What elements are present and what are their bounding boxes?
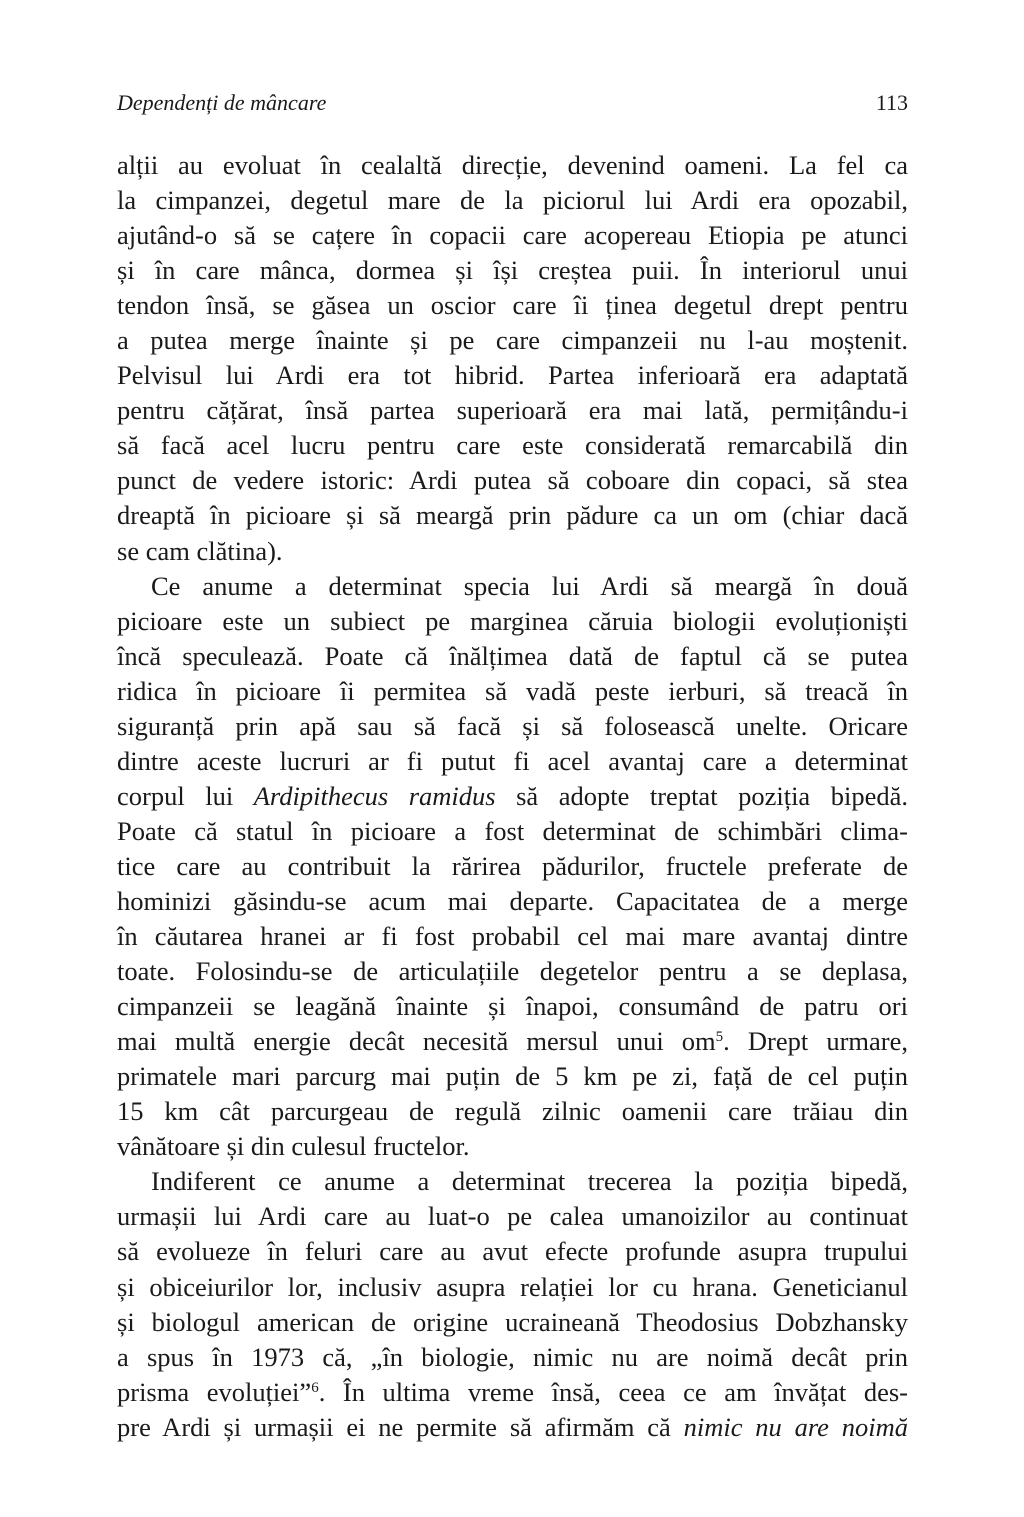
text-line bbox=[117, 884, 908, 919]
page-number: 113 bbox=[875, 90, 908, 115]
text-line bbox=[117, 709, 908, 744]
text-segment: Poate că statul în picioare a fost determinat de schimbări clima- bbox=[117, 815, 908, 846]
text-line bbox=[117, 288, 908, 323]
text-segment: alții au evoluat în cealaltă direcție, devenind oameni. La fel ca bbox=[117, 150, 908, 180]
text-line bbox=[117, 954, 908, 989]
text-segment: siguranță prin apă sau să facă și să folosească unelte. Oricare bbox=[117, 710, 908, 741]
text-segment: . Drept urmare, bbox=[723, 1026, 908, 1057]
text-line bbox=[117, 639, 908, 674]
text-line bbox=[117, 1340, 908, 1375]
text-line bbox=[117, 604, 908, 639]
text-segment: corpul lui bbox=[117, 780, 254, 811]
text-segment: se cam clătina). bbox=[117, 535, 283, 566]
text-segment: la cimpanzei, degetul mare de la piciorul lui Ardi era opozabil, bbox=[117, 185, 908, 216]
text-segment: tendon însă, se găsea un oscior care îi ținea degetul drept pentru bbox=[117, 290, 908, 321]
italic-text: Ardipithecus ramidus bbox=[253, 780, 496, 811]
text-segment: încă speculează. Poate că înălțimea dată de faptul că se putea bbox=[117, 640, 908, 671]
text-line bbox=[117, 779, 908, 814]
text-segment: picioare este un subiect pe marginea căruia biologii evoluționiști bbox=[117, 605, 908, 636]
text-line bbox=[117, 358, 908, 393]
text-line bbox=[117, 1129, 908, 1164]
text-line bbox=[117, 148, 908, 183]
text-line bbox=[117, 534, 908, 569]
text-segment: ridica în picioare îi permitea să vadă peste ierburi, să treacă în bbox=[117, 675, 908, 706]
text-segment: prisma evoluției” bbox=[117, 1376, 312, 1407]
text-segment: . În ultima vreme însă, ceea ce am învățat des- bbox=[318, 1376, 908, 1407]
text-line bbox=[117, 1375, 908, 1410]
text-segment: dintre aceste lucruri ar fi putut fi acel avantaj care a determinat bbox=[117, 745, 908, 776]
text-segment: toate. Folosindu-se de articulațiile degetelor pentru a se deplasa, bbox=[117, 956, 908, 987]
text-line bbox=[117, 849, 908, 884]
text-line bbox=[117, 1234, 908, 1269]
text-segment: a spus în 1973 că, „în biologie, nimic nu are noimă decât prin bbox=[117, 1341, 908, 1372]
text-segment: 15 km cât parcurgeau de regulă zilnic oamenii care trăiau din bbox=[117, 1096, 908, 1127]
text-line bbox=[117, 498, 908, 533]
text-line bbox=[117, 1024, 908, 1059]
text-segment: a putea merge înainte și pe care cimpanzeii nu l-au moștenit. bbox=[117, 325, 908, 356]
text-line bbox=[117, 428, 908, 463]
text-segment: punct de vedere istoric: Ardi putea să coboare din copaci, să stea bbox=[117, 465, 908, 496]
text-line bbox=[117, 393, 908, 428]
text-line bbox=[117, 253, 908, 288]
text-line bbox=[117, 814, 908, 849]
text-line bbox=[117, 1305, 908, 1340]
text-line bbox=[117, 569, 908, 604]
italic-text: nimic nu are noimă bbox=[683, 1411, 908, 1442]
text-line bbox=[117, 919, 908, 954]
text-line bbox=[117, 1410, 908, 1445]
text-segment: să evolueze în feluri care au avut efecte profunde asupra trupului bbox=[117, 1236, 908, 1267]
text-segment: pre Ardi și urmașii ei ne permite să afirmăm că bbox=[117, 1411, 684, 1442]
page-header bbox=[117, 90, 908, 120]
text-segment: vânătoare și din culesul fructelor. bbox=[117, 1131, 470, 1162]
text-segment: mai multă energie decât necesită mersul unui om bbox=[117, 1026, 716, 1057]
text-segment: urmașii lui Ardi care au luat-o pe calea umanoizilor au continuat bbox=[117, 1201, 908, 1232]
text-segment: tice care au contribuit la rărirea pădurilor, fructele preferate de bbox=[117, 850, 908, 881]
text-segment: pentru cățărat, însă partea superioară era mai lată, permițându-i bbox=[117, 395, 908, 426]
text-line bbox=[117, 1094, 908, 1129]
text-line bbox=[117, 674, 908, 709]
text-line bbox=[117, 323, 908, 358]
text-segment: în căutarea hranei ar fi fost probabil cel mai mare avantaj dintre bbox=[117, 921, 908, 952]
text-line bbox=[117, 1270, 908, 1305]
text-segment: Pelvisul lui Ardi era tot hibrid. Partea inferioară era adaptată bbox=[117, 360, 908, 391]
text-line bbox=[117, 1164, 908, 1199]
text-line bbox=[117, 989, 908, 1024]
text-line bbox=[117, 183, 908, 218]
footnote-ref: 5 bbox=[715, 1029, 724, 1046]
text-segment: ajutând-o să se cațere în copacii care acopereau Etiopia pe atunci bbox=[117, 220, 908, 251]
text-segment: să facă acel lucru pentru care este considerată remarcabilă din bbox=[117, 430, 908, 461]
footnote-ref: 6 bbox=[311, 1379, 319, 1396]
text-segment: și în care mânca, dormea și își creștea puii. În interiorul unui bbox=[117, 255, 908, 286]
text-line bbox=[117, 1059, 908, 1094]
text-line bbox=[117, 1199, 908, 1234]
text-segment: și obiceiurilor lor, inclusiv asupra relației lor cu hrana. Geneticianul bbox=[117, 1271, 908, 1302]
text-segment: hominizi găsindu-se acum mai departe. Capacitatea de a merge bbox=[117, 885, 908, 916]
running-title: Dependenți de mâncare bbox=[117, 90, 327, 115]
text-segment: cimpanzeii se leagănă înainte și înapoi, consumând de patru ori bbox=[117, 991, 908, 1022]
text-segment: să adopte treptat poziția bipedă. bbox=[495, 780, 908, 811]
text-segment: și biologul american de origine ucraineană Theodosius Dobzhansky bbox=[117, 1306, 908, 1337]
text-line bbox=[117, 463, 908, 498]
text-line bbox=[117, 218, 908, 253]
body-text bbox=[117, 148, 908, 1445]
text-segment: primatele mari parcurg mai puțin de 5 km pe zi, față de cel puțin bbox=[117, 1061, 908, 1092]
text-segment: Indiferent ce anume a determinat trecerea la poziția bipedă, bbox=[151, 1166, 908, 1197]
text-segment: dreaptă în picioare și să meargă prin pădure ca un om (chiar dacă bbox=[117, 500, 908, 531]
text-line bbox=[117, 744, 908, 779]
text-segment: Ce anume a determinat specia lui Ardi să meargă în două bbox=[151, 570, 908, 601]
